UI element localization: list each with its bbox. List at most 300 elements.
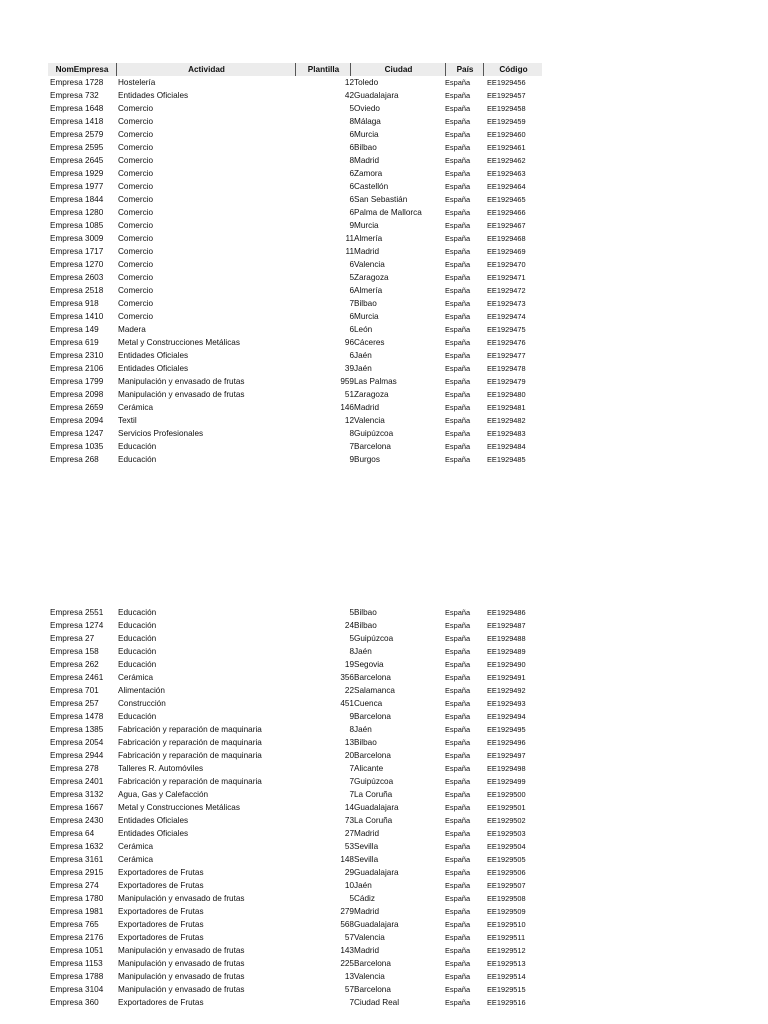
cell-plantilla: 42 — [344, 91, 354, 100]
header-ciudad: Ciudad — [350, 63, 446, 76]
cell-plantilla: 51 — [344, 390, 354, 399]
cell-codigo: EE1929483 — [487, 429, 526, 438]
cell-ciudad: Jaén — [354, 881, 372, 890]
cell-pais: España — [445, 91, 471, 100]
cell-ciudad: Burgos — [354, 455, 380, 464]
cell-plantilla: 6 — [349, 208, 354, 217]
cell-codigo: EE1929472 — [487, 286, 526, 295]
cell-plantilla: 6 — [349, 182, 354, 191]
cell-nomempresa: Empresa 701 — [50, 686, 99, 695]
cell-actividad: Comercio — [118, 156, 154, 165]
table-row — [48, 323, 542, 336]
cell-pais: España — [445, 894, 471, 903]
cell-actividad: Comercio — [118, 312, 154, 321]
cell-nomempresa: Empresa 2430 — [50, 816, 104, 825]
cell-actividad: Comercio — [118, 143, 154, 152]
cell-nomempresa: Empresa 3009 — [50, 234, 104, 243]
cell-actividad: Exportadores de Frutas — [118, 998, 204, 1007]
cell-ciudad: Alicante — [354, 764, 384, 773]
cell-pais: España — [445, 621, 471, 630]
cell-codigo: EE1929467 — [487, 221, 526, 230]
cell-plantilla: 22 — [344, 686, 354, 695]
cell-actividad: Comercio — [118, 286, 154, 295]
cell-pais: España — [445, 273, 471, 282]
cell-ciudad: Bilbao — [354, 143, 377, 152]
table-row — [48, 440, 542, 453]
cell-plantilla: 8 — [349, 725, 354, 734]
cell-codigo: EE1929481 — [487, 403, 526, 412]
cell-actividad: Fabricación y reparación de maquinaria — [118, 751, 262, 760]
cell-actividad: Manipulación y envasado de frutas — [118, 972, 245, 981]
cell-plantilla: 39 — [344, 364, 354, 373]
cell-actividad: Textil — [118, 416, 137, 425]
table-row — [48, 788, 542, 801]
cell-pais: España — [445, 78, 471, 87]
cell-ciudad: Bilbao — [354, 299, 377, 308]
cell-ciudad: Zaragoza — [354, 273, 389, 282]
cell-plantilla: 148 — [340, 855, 354, 864]
cell-nomempresa: Empresa 2176 — [50, 933, 104, 942]
table-row — [48, 336, 542, 349]
cell-actividad: Madera — [118, 325, 146, 334]
cell-pais: España — [445, 429, 471, 438]
cell-actividad: Manipulación y envasado de frutas — [118, 985, 245, 994]
cell-codigo: EE1929491 — [487, 673, 526, 682]
cell-codigo: EE1929501 — [487, 803, 526, 812]
table-row — [48, 879, 542, 892]
cell-actividad: Comercio — [118, 260, 154, 269]
cell-nomempresa: Empresa 1728 — [50, 78, 104, 87]
cell-ciudad: Málaga — [354, 117, 381, 126]
cell-codigo: EE1929494 — [487, 712, 526, 721]
cell-ciudad: Guadalajara — [354, 91, 399, 100]
table-row — [48, 905, 542, 918]
cell-ciudad: Madrid — [354, 247, 380, 256]
cell-nomempresa: Empresa 1085 — [50, 221, 104, 230]
cell-ciudad: Cáceres — [354, 338, 385, 347]
cell-actividad: Educación — [118, 712, 157, 721]
table-page-2 — [48, 606, 542, 1009]
cell-pais: España — [445, 972, 471, 981]
cell-pais: España — [445, 816, 471, 825]
cell-plantilla: 6 — [349, 260, 354, 269]
cell-codigo: EE1929475 — [487, 325, 526, 334]
cell-codigo: EE1929487 — [487, 621, 526, 630]
table-row — [48, 271, 542, 284]
cell-actividad: Educación — [118, 621, 157, 630]
cell-pais: España — [445, 325, 471, 334]
cell-pais: España — [445, 364, 471, 373]
table-header — [48, 63, 542, 76]
header-nomempresa: NomEmpresa — [55, 65, 109, 74]
table-row — [48, 801, 542, 814]
cell-ciudad: La Coruña — [354, 790, 393, 799]
cell-plantilla: 53 — [344, 842, 354, 851]
cell-plantilla: 57 — [344, 985, 354, 994]
table-row — [48, 632, 542, 645]
cell-actividad: Comercio — [118, 234, 154, 243]
table-row — [48, 284, 542, 297]
cell-plantilla: 5 — [349, 608, 354, 617]
table-row — [48, 619, 542, 632]
cell-actividad: Fabricación y reparación de maquinaria — [118, 738, 262, 747]
cell-codigo: EE1929479 — [487, 377, 526, 386]
cell-pais: España — [445, 286, 471, 295]
cell-nomempresa: Empresa 1799 — [50, 377, 104, 386]
cell-pais: España — [445, 260, 471, 269]
cell-actividad: Educación — [118, 660, 157, 669]
cell-pais: España — [445, 130, 471, 139]
cell-ciudad: Madrid — [354, 829, 380, 838]
cell-ciudad: Salamanca — [354, 686, 395, 695]
cell-nomempresa: Empresa 2579 — [50, 130, 104, 139]
cell-nomempresa: Empresa 1929 — [50, 169, 104, 178]
cell-plantilla: 10 — [344, 881, 354, 890]
cell-codigo: EE1929515 — [487, 985, 526, 994]
cell-codigo: EE1929490 — [487, 660, 526, 669]
cell-codigo: EE1929464 — [487, 182, 526, 191]
cell-pais: España — [445, 751, 471, 760]
cell-plantilla: 7 — [349, 790, 354, 799]
cell-plantilla: 19 — [344, 660, 354, 669]
cell-ciudad: Madrid — [354, 403, 380, 412]
cell-plantilla: 27 — [344, 829, 354, 838]
cell-nomempresa: Empresa 2915 — [50, 868, 104, 877]
table-row — [48, 931, 542, 944]
cell-nomempresa: Empresa 2645 — [50, 156, 104, 165]
cell-actividad: Comercio — [118, 273, 154, 282]
cell-pais: España — [445, 104, 471, 113]
cell-ciudad: Sevilla — [354, 842, 379, 851]
table-row — [48, 76, 542, 89]
cell-pais: España — [445, 299, 471, 308]
cell-nomempresa: Empresa 2551 — [50, 608, 104, 617]
cell-actividad: Fabricación y reparación de maquinaria — [118, 777, 262, 786]
cell-codigo: EE1929458 — [487, 104, 526, 113]
cell-pais: España — [445, 699, 471, 708]
cell-nomempresa: Empresa 262 — [50, 660, 99, 669]
cell-actividad: Servicios Profesionales — [118, 429, 204, 438]
table-row — [48, 996, 542, 1009]
cell-actividad: Metal y Construcciones Metálicas — [118, 803, 240, 812]
cell-codigo: EE1929476 — [487, 338, 526, 347]
cell-ciudad: Jaén — [354, 725, 372, 734]
cell-pais: España — [445, 985, 471, 994]
cell-plantilla: 5 — [349, 634, 354, 643]
table-row — [48, 918, 542, 931]
cell-actividad: Construcción — [118, 699, 166, 708]
cell-codigo: EE1929462 — [487, 156, 526, 165]
cell-codigo: EE1929507 — [487, 881, 526, 890]
header-plantilla: Plantilla — [295, 63, 351, 76]
table-row — [48, 606, 542, 619]
cell-codigo: EE1929508 — [487, 894, 526, 903]
cell-codigo: EE1929513 — [487, 959, 526, 968]
cell-nomempresa: Empresa 360 — [50, 998, 99, 1007]
cell-ciudad: Almería — [354, 286, 383, 295]
cell-ciudad: Madrid — [354, 946, 380, 955]
cell-ciudad: Bilbao — [354, 608, 377, 617]
cell-ciudad: Barcelona — [354, 959, 391, 968]
table-row — [48, 983, 542, 996]
cell-ciudad: Valencia — [354, 933, 385, 942]
table-row — [48, 154, 542, 167]
cell-pais: España — [445, 933, 471, 942]
cell-pais: España — [445, 712, 471, 721]
table-row — [48, 762, 542, 775]
cell-actividad: Manipulación y envasado de frutas — [118, 959, 245, 968]
table-row — [48, 89, 542, 102]
cell-codigo: EE1929497 — [487, 751, 526, 760]
cell-pais: España — [445, 959, 471, 968]
cell-actividad: Manipulación y envasado de frutas — [118, 946, 245, 955]
cell-pais: España — [445, 442, 471, 451]
cell-plantilla: 5 — [349, 104, 354, 113]
cell-nomempresa: Empresa 1280 — [50, 208, 104, 217]
cell-nomempresa: Empresa 1632 — [50, 842, 104, 851]
cell-actividad: Educación — [118, 455, 157, 464]
cell-pais: España — [445, 312, 471, 321]
table-row — [48, 375, 542, 388]
cell-codigo: EE1929502 — [487, 816, 526, 825]
table-row — [48, 180, 542, 193]
cell-plantilla: 57 — [344, 933, 354, 942]
table-row — [48, 736, 542, 749]
cell-plantilla: 20 — [344, 751, 354, 760]
cell-plantilla: 96 — [344, 338, 354, 347]
cell-ciudad: Bilbao — [354, 738, 377, 747]
cell-ciudad: Jaén — [354, 364, 372, 373]
cell-ciudad: Guipúzcoa — [354, 634, 394, 643]
cell-plantilla: 7 — [349, 998, 354, 1007]
cell-pais: España — [445, 169, 471, 178]
cell-codigo: EE1929496 — [487, 738, 526, 747]
cell-ciudad: Ciudad Real — [354, 998, 400, 1007]
cell-plantilla: 959 — [340, 377, 354, 386]
cell-ciudad: Valencia — [354, 972, 385, 981]
cell-plantilla: 29 — [344, 868, 354, 877]
cell-plantilla: 5 — [349, 894, 354, 903]
cell-nomempresa: Empresa 2659 — [50, 403, 104, 412]
cell-pais: España — [445, 920, 471, 929]
cell-nomempresa: Empresa 1247 — [50, 429, 104, 438]
cell-nomempresa: Empresa 2106 — [50, 364, 104, 373]
cell-ciudad: Guipúzcoa — [354, 429, 394, 438]
cell-plantilla: 6 — [349, 195, 354, 204]
cell-ciudad: Madrid — [354, 907, 380, 916]
cell-plantilla: 6 — [349, 312, 354, 321]
cell-codigo: EE1929500 — [487, 790, 526, 799]
table-row — [48, 115, 542, 128]
cell-nomempresa: Empresa 1418 — [50, 117, 104, 126]
cell-nomempresa: Empresa 2310 — [50, 351, 104, 360]
cell-pais: España — [445, 647, 471, 656]
cell-pais: España — [445, 156, 471, 165]
cell-ciudad: Barcelona — [354, 985, 391, 994]
table-row — [48, 245, 542, 258]
cell-nomempresa: Empresa 2094 — [50, 416, 104, 425]
cell-actividad: Comercio — [118, 182, 154, 191]
table-row — [48, 414, 542, 427]
table-row — [48, 970, 542, 983]
cell-pais: España — [445, 803, 471, 812]
cell-nomempresa: Empresa 765 — [50, 920, 99, 929]
cell-plantilla: 7 — [349, 299, 354, 308]
cell-codigo: EE1929484 — [487, 442, 526, 451]
cell-actividad: Comercio — [118, 299, 154, 308]
cell-codigo: EE1929471 — [487, 273, 526, 282]
cell-actividad: Cerámica — [118, 673, 154, 682]
table-row — [48, 193, 542, 206]
cell-ciudad: San Sebastián — [354, 195, 408, 204]
cell-codigo: EE1929486 — [487, 608, 526, 617]
cell-pais: España — [445, 725, 471, 734]
cell-nomempresa: Empresa 2603 — [50, 273, 104, 282]
table-row — [48, 671, 542, 684]
cell-plantilla: 143 — [340, 946, 354, 955]
cell-plantilla: 8 — [349, 647, 354, 656]
cell-plantilla: 6 — [349, 130, 354, 139]
cell-nomempresa: Empresa 1667 — [50, 803, 104, 812]
table-row — [48, 684, 542, 697]
cell-codigo: EE1929482 — [487, 416, 526, 425]
cell-actividad: Hostelería — [118, 78, 156, 87]
cell-pais: España — [445, 998, 471, 1007]
cell-nomempresa: Empresa 1274 — [50, 621, 104, 630]
cell-plantilla: 11 — [345, 234, 354, 243]
cell-codigo: EE1929480 — [487, 390, 526, 399]
table-row — [48, 944, 542, 957]
cell-nomempresa: Empresa 2401 — [50, 777, 104, 786]
cell-actividad: Educación — [118, 634, 157, 643]
cell-ciudad: Bilbao — [354, 621, 377, 630]
cell-plantilla: 8 — [349, 156, 354, 165]
cell-actividad: Comercio — [118, 208, 154, 217]
cell-codigo: EE1929514 — [487, 972, 526, 981]
cell-pais: España — [445, 247, 471, 256]
cell-codigo: EE1929456 — [487, 78, 526, 87]
cell-actividad: Manipulación y envasado de frutas — [118, 894, 245, 903]
cell-nomempresa: Empresa 149 — [50, 325, 99, 334]
table-row — [48, 167, 542, 180]
cell-nomempresa: Empresa 732 — [50, 91, 99, 100]
cell-ciudad: Castellón — [354, 182, 389, 191]
cell-actividad: Cerámica — [118, 403, 154, 412]
cell-nomempresa: Empresa 1844 — [50, 195, 104, 204]
cell-actividad: Entidades Oficiales — [118, 91, 189, 100]
cell-codigo: EE1929478 — [487, 364, 526, 373]
table-row — [48, 892, 542, 905]
cell-codigo: EE1929512 — [487, 946, 526, 955]
cell-actividad: Exportadores de Frutas — [118, 933, 204, 942]
cell-codigo: EE1929499 — [487, 777, 526, 786]
cell-ciudad: Sevilla — [354, 855, 379, 864]
cell-nomempresa: Empresa 1051 — [50, 946, 104, 955]
table-row — [48, 388, 542, 401]
cell-plantilla: 451 — [340, 699, 354, 708]
table-row — [48, 827, 542, 840]
cell-actividad: Metal y Construcciones Metálicas — [118, 338, 240, 347]
cell-actividad: Cerámica — [118, 842, 154, 851]
cell-codigo: EE1929493 — [487, 699, 526, 708]
cell-pais: España — [445, 842, 471, 851]
cell-pais: España — [445, 829, 471, 838]
cell-plantilla: 73 — [344, 816, 354, 825]
cell-codigo: EE1929474 — [487, 312, 526, 321]
table-row — [48, 697, 542, 710]
cell-pais: España — [445, 673, 471, 682]
cell-ciudad: Madrid — [354, 156, 380, 165]
cell-nomempresa: Empresa 274 — [50, 881, 99, 890]
cell-actividad: Alimentación — [118, 686, 165, 695]
cell-nomempresa: Empresa 3161 — [50, 855, 104, 864]
cell-ciudad: Murcia — [354, 130, 379, 139]
cell-pais: España — [445, 117, 471, 126]
cell-pais: España — [445, 764, 471, 773]
cell-nomempresa: Empresa 64 — [50, 829, 95, 838]
table-row — [48, 232, 542, 245]
cell-plantilla: 24 — [344, 621, 354, 630]
cell-codigo: EE1929470 — [487, 260, 526, 269]
cell-ciudad: Cádiz — [354, 894, 375, 903]
cell-pais: España — [445, 195, 471, 204]
cell-actividad: Exportadores de Frutas — [118, 907, 204, 916]
cell-nomempresa: Empresa 1385 — [50, 725, 104, 734]
table-row — [48, 362, 542, 375]
cell-nomempresa: Empresa 158 — [50, 647, 99, 656]
cell-plantilla: 12 — [344, 416, 354, 425]
cell-nomempresa: Empresa 1717 — [50, 247, 104, 256]
cell-nomempresa: Empresa 3104 — [50, 985, 104, 994]
cell-nomempresa: Empresa 1977 — [50, 182, 104, 191]
cell-codigo: EE1929516 — [487, 998, 526, 1007]
cell-pais: España — [445, 855, 471, 864]
cell-codigo: EE1929457 — [487, 91, 526, 100]
table-row — [48, 141, 542, 154]
cell-codigo: EE1929468 — [487, 234, 526, 243]
cell-codigo: EE1929498 — [487, 764, 526, 773]
table-row — [48, 258, 542, 271]
cell-codigo: EE1929504 — [487, 842, 526, 851]
cell-ciudad: Jaén — [354, 351, 372, 360]
cell-plantilla: 6 — [349, 169, 354, 178]
cell-plantilla: 9 — [349, 455, 354, 464]
cell-ciudad: León — [354, 325, 373, 334]
cell-ciudad: Barcelona — [354, 673, 391, 682]
cell-codigo: EE1929473 — [487, 299, 526, 308]
table-row — [48, 219, 542, 232]
cell-plantilla: 9 — [349, 221, 354, 230]
cell-actividad: Comercio — [118, 130, 154, 139]
cell-ciudad: Las Palmas — [354, 377, 397, 386]
cell-nomempresa: Empresa 1780 — [50, 894, 104, 903]
cell-codigo: EE1929460 — [487, 130, 526, 139]
cell-plantilla: 7 — [349, 777, 354, 786]
cell-plantilla: 8 — [349, 429, 354, 438]
cell-plantilla: 7 — [349, 764, 354, 773]
table-row — [48, 866, 542, 879]
cell-actividad: Manipulación y envasado de frutas — [118, 377, 245, 386]
cell-pais: España — [445, 660, 471, 669]
cell-codigo: EE1929495 — [487, 725, 526, 734]
cell-actividad: Educación — [118, 442, 157, 451]
cell-nomempresa: Empresa 1981 — [50, 907, 104, 916]
cell-ciudad: Palma de Mallorca — [354, 208, 422, 217]
cell-ciudad: Barcelona — [354, 751, 391, 760]
cell-pais: España — [445, 777, 471, 786]
cell-nomempresa: Empresa 2944 — [50, 751, 104, 760]
table-row — [48, 206, 542, 219]
